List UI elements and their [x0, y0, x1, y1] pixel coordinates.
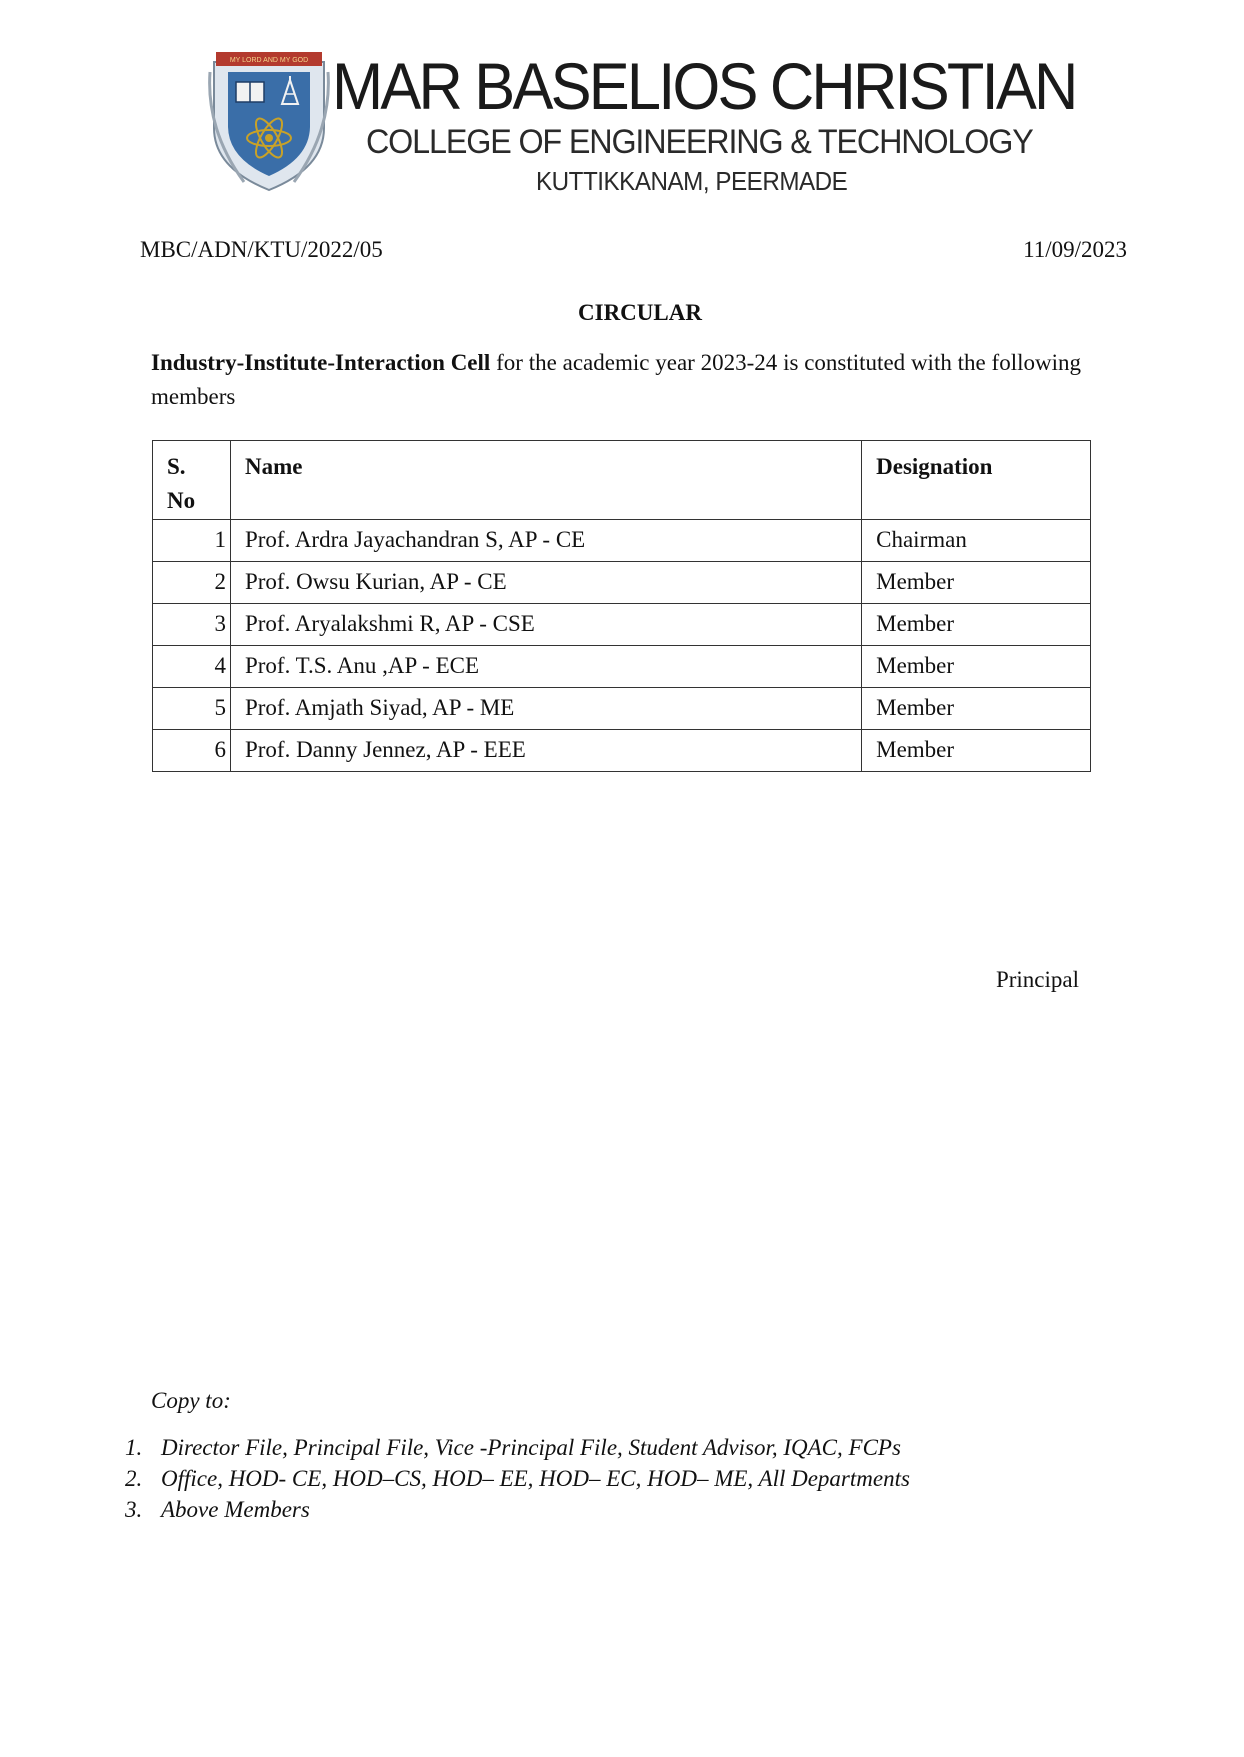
college-name: MAR BASELIOS CHRISTIAN — [332, 49, 1076, 123]
row-designation: Chairman — [862, 520, 1091, 562]
list-item — [125, 1432, 910, 1463]
row-sno: 3 — [153, 604, 231, 646]
list-item-text: Above Members — [161, 1497, 310, 1522]
reference-number: MBC/ADN/KTU/2022/05 — [140, 237, 383, 262]
header-name: Name — [230, 441, 861, 520]
table-row — [153, 646, 1091, 688]
list-item — [125, 1494, 910, 1525]
list-item-number: 3. — [125, 1497, 143, 1522]
row-designation: Member — [862, 730, 1091, 772]
table-row — [153, 730, 1091, 772]
college-location: KUTTIKKANAM, PEERMADE — [536, 166, 848, 196]
table-row — [153, 520, 1091, 562]
row-name: Prof. Amjath Siyad, AP - ME — [230, 688, 861, 730]
row-name: Prof. T.S. Anu ,AP - ECE — [230, 646, 861, 688]
cell-name: Industry-Institute-Interaction Cell — [151, 350, 491, 375]
row-designation: Member — [862, 604, 1091, 646]
row-sno: 6 — [153, 730, 231, 772]
letterhead — [204, 48, 1076, 198]
row-designation: Member — [862, 562, 1091, 604]
row-designation: Member — [862, 688, 1091, 730]
list-item-number: 2. — [125, 1466, 143, 1491]
circular-title: CIRCULAR — [578, 300, 702, 325]
table-row — [153, 562, 1091, 604]
row-name: Prof. Danny Jennez, AP - EEE — [230, 730, 861, 772]
header-designation: Designation — [862, 441, 1091, 520]
copy-to-list — [125, 1432, 910, 1525]
table-row — [153, 604, 1091, 646]
list-item-text: Office, HOD- CE, HOD–CS, HOD– EE, HOD– EC, HOD– ME, All Departments — [161, 1466, 910, 1491]
table-header-row — [153, 441, 1091, 520]
list-item-number: 1. — [125, 1435, 143, 1460]
college-subtitle: COLLEGE OF ENGINEERING & TECHNOLOGY — [366, 123, 1033, 161]
svg-text:MY LORD AND MY GOD: MY LORD AND MY GOD — [229, 57, 309, 64]
circular-date: 11/09/2023 — [1023, 237, 1127, 262]
row-sno: 5 — [153, 688, 231, 730]
header-sno-line1: S. — [167, 454, 186, 479]
college-crest-logo — [204, 50, 334, 196]
members-table — [152, 440, 1091, 772]
row-sno: 4 — [153, 646, 231, 688]
list-item-text: Director File, Principal File, Vice -Principal File, Student Advisor, IQAC, FCPs — [161, 1435, 901, 1460]
row-designation: Member — [862, 646, 1091, 688]
row-name: Prof. Ardra Jayachandran S, AP - CE — [230, 520, 861, 562]
row-sno: 2 — [153, 562, 231, 604]
list-item — [125, 1463, 910, 1494]
header-sno-line2: No — [167, 488, 196, 513]
copy-to-label: Copy to: — [151, 1388, 231, 1413]
row-name: Prof. Aryalakshmi R, AP - CSE — [230, 604, 861, 646]
row-name: Prof. Owsu Kurian, AP - CE — [230, 562, 861, 604]
signatory-principal: Principal — [995, 967, 1079, 992]
header-sno — [153, 441, 231, 520]
table-row — [153, 688, 1091, 730]
intro-text: for the academic year 2023-24 is constituted with the following members — [151, 350, 1081, 409]
intro-paragraph — [151, 346, 1081, 414]
row-sno: 1 — [153, 520, 231, 562]
